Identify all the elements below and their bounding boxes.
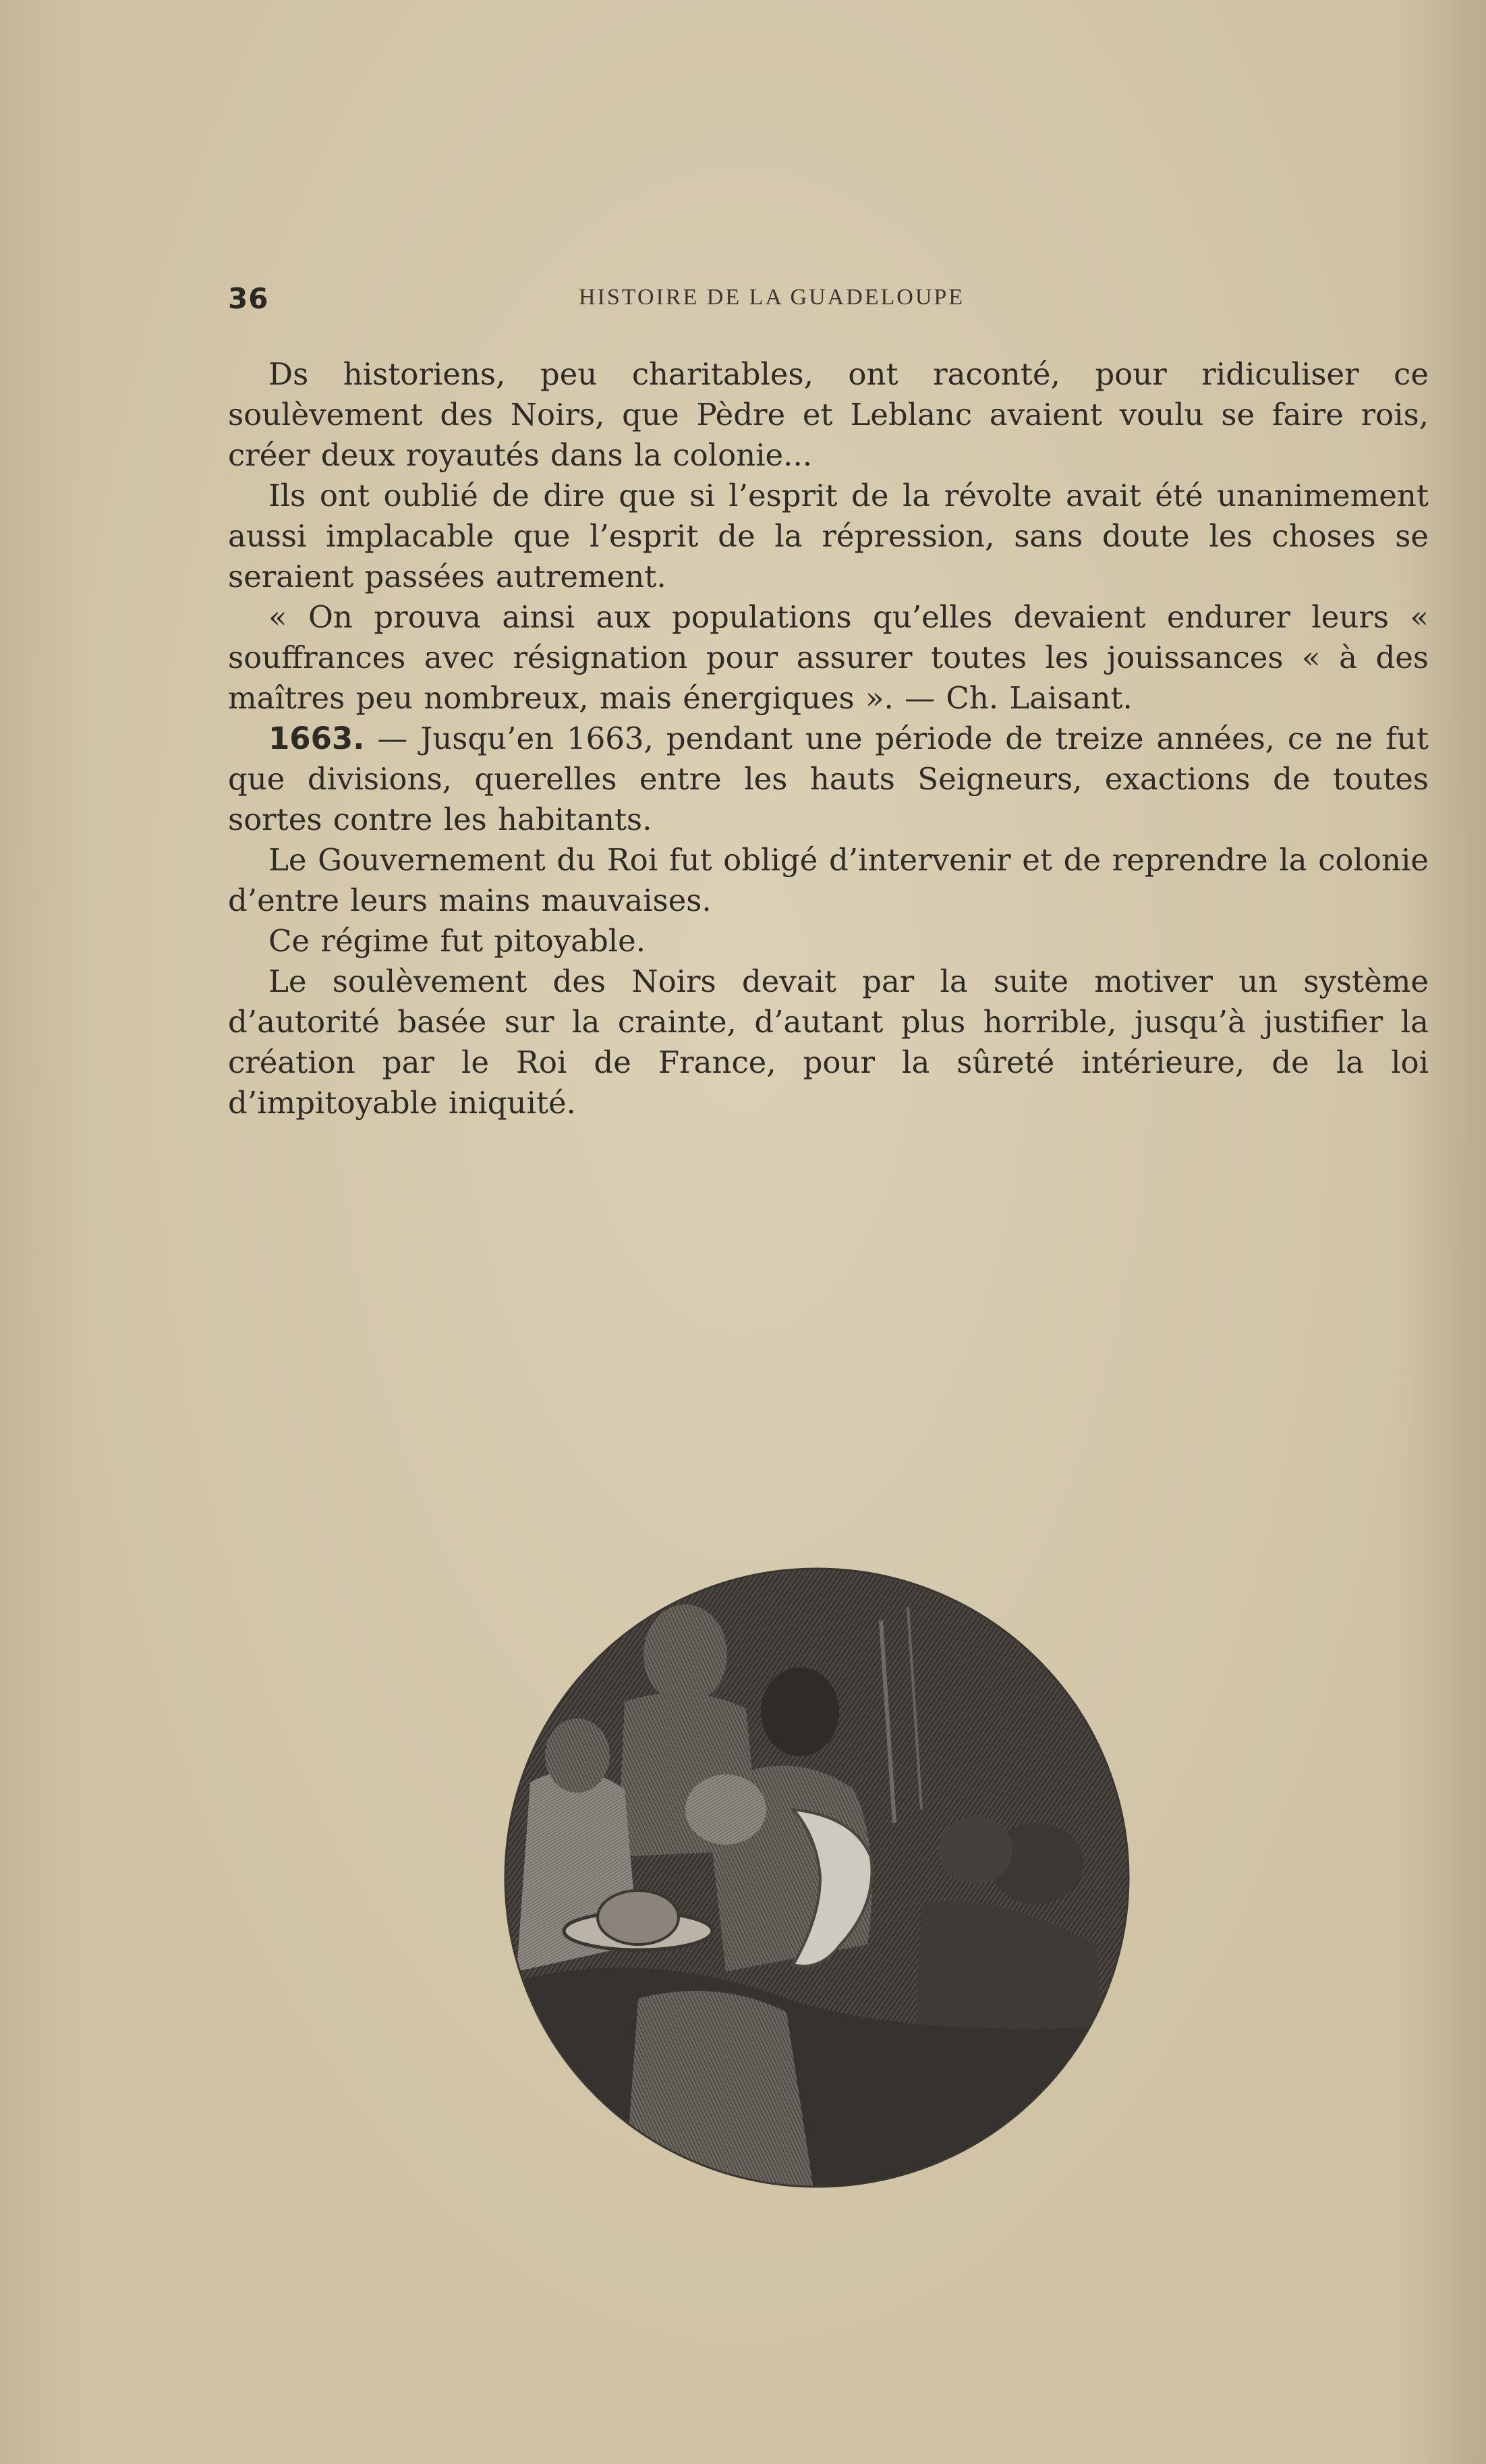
- running-head: [228, 282, 1429, 323]
- paragraph-1663-text: — Jusqu’en 1663, pendant une période de treize années, ce ne fut que divisions, querelles entre les hauts Seigneurs, exactions de toutes sortes contre les habitants.: [228, 721, 1429, 837]
- paragraph-quote-laisant: « On prouva ainsi aux populations qu’elles devaient endurer leurs « souffrances avec résignation pour assurer toutes les jouissances « à des maîtres peu nombreux, mais énergiques ». — Ch. Laisant.: [228, 599, 1429, 716]
- page-number: 36: [228, 282, 269, 315]
- engraving-image: [503, 1567, 1131, 2189]
- paragraph-1663: [228, 719, 1429, 840]
- year-marker: 1663.: [268, 721, 365, 756]
- paragraph-government: Le Gouvernement du Roi fut obligé d’intervenir et de reprendre la colonie d’entre leurs mains mauvaises.: [228, 842, 1429, 918]
- running-title: HISTOIRE DE LA GUADELOUPE: [579, 285, 965, 310]
- paragraph-forgotten: Ils ont oublié de dire que si l’esprit de la révolte avait été unanimement aussi implacable que l’esprit de la répression, sans doute les choses se seraient passées autrement.: [228, 478, 1429, 594]
- figure-head-top: [644, 1604, 727, 1704]
- paragraph-historians: Ds historiens, peu charitables, ont raconté, pour ridiculiser ce soulèvement des Noirs, que Pèdre et Leblanc avaient voulu se faire rois, créer deux royautés dans la colonie...: [228, 356, 1429, 473]
- paragraph-uprising: Le soulèvement des Noirs devait par la suite motiver un système d’autorité basée sur la crainte, d’autant plus horrible, jusqu’à justifier la création par le Roi de France, pour la sûreté intérieure, de la loi d’impitoyable iniquité.: [228, 963, 1429, 1121]
- body-text: [228, 354, 1429, 1123]
- figure-head-center: [761, 1667, 839, 1756]
- paragraph-regime: Ce régime fut pitoyable.: [268, 923, 646, 959]
- circular-engraving: [503, 1567, 1131, 2189]
